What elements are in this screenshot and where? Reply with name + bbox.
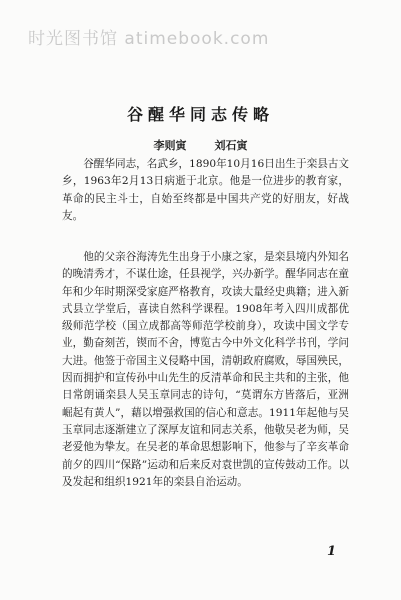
watermark: 时光图书馆 atimebook.com — [28, 29, 270, 49]
author-name: 刘石寅 — [214, 139, 248, 152]
author-name: 李则寅 — [153, 139, 187, 152]
body-paragraph: 谷醒华同志，名武乡，1890年10月16日出生于栾县古文乡，1963年2月13日病逝于北京。他是一位进步的教育家，革命的民主斗士，自始至终都是中国共产党的好朋友，好战友。 — [62, 158, 349, 222]
article-title: 谷醒华同志传略 — [126, 105, 274, 124]
author-line — [0, 137, 401, 153]
body-paragraph: 他的父亲谷海涛先生出身于小康之家，是栾县境内外知名的晚清秀才，不谋仕途，任县视学，兴办新学。醒华同志在童年和少年时期深受家庭严格教育，攻读大量经史典籍；进入新式县立学堂后，喜读自然科学课程。1908年考入四川成都优级师范学校（国立成都高等师范学校前身），攻读中国文学专业，勤奋刻苦，锲而不舍，博览古今中外文化科学书刊，学问大进。他签于帝国主义侵略中国，清朝政府腐败，辱国殃民，因而拥护和宣传孙中山先生的反清革命和民主共和的主张，他日常朗诵栾县人吴玉章同志的诗句，“莫谓东方皆落后，亚洲崛起有黄人”，藉以增强救国的信心和意志。1911年起他与吴玉章同志逐渐建立了深厚友谊和同志关系，他敬吴老为师，吴老爱他为挚友。在吴老的革命思想影响下，他参与了辛亥革命前夕的四川“保路”运动和后来反对袁世凯的宣传鼓动工作。以及发起和组织1921年的栾县自治运动。 — [62, 251, 349, 488]
page-number: 1 — [327, 544, 337, 559]
